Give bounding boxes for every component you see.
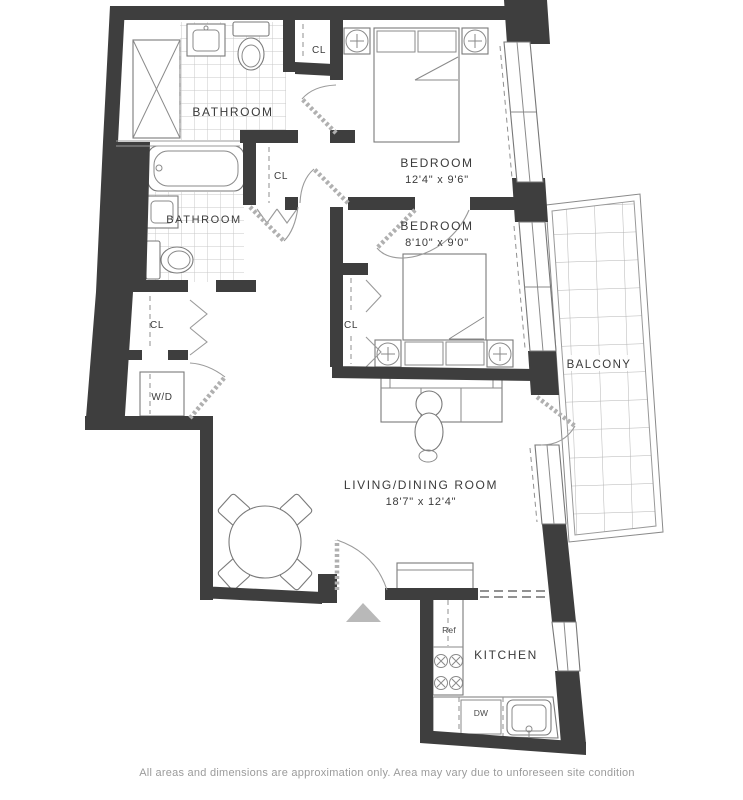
bathroom2-door-arc <box>284 207 298 241</box>
toilet1-tank <box>233 22 269 36</box>
dining-table <box>229 506 301 578</box>
bathroom1-door-arc <box>302 85 336 99</box>
bedroom2-dimensions: 8'10" x 9'0" <box>405 237 469 249</box>
bedroom1-door-arc <box>300 169 314 203</box>
bathroom2-label: BATHROOM <box>166 214 242 226</box>
closet3-bifold-door <box>190 300 207 355</box>
bathroom1-door-leaf <box>302 99 336 133</box>
dishwasher-label: DW <box>473 708 489 718</box>
closet3-label: CL <box>150 320 164 331</box>
closet2-label: CL <box>274 171 288 182</box>
pillow <box>446 342 484 365</box>
bedroom1-dimensions: 12'4" x 9'6" <box>405 174 469 186</box>
washer-dryer-door-arc <box>190 363 225 377</box>
armchair-figure-body <box>415 413 443 451</box>
balcony <box>546 194 663 542</box>
closet1-label: CL <box>312 45 326 56</box>
entry-door-arc <box>337 540 387 590</box>
bed <box>374 28 459 142</box>
armchair-figure-foot <box>419 450 437 462</box>
living-dining-dimensions: 18'7" x 12'4" <box>385 496 457 508</box>
refrigerator-label: Ref <box>442 625 456 635</box>
bed <box>403 254 486 340</box>
kitchen-fixtures <box>433 598 558 739</box>
bedroom1-label: BEDROOM <box>400 156 474 170</box>
balcony-label: BALCONY <box>566 359 632 371</box>
toilet2-tank <box>146 241 160 279</box>
closet4-bifold-door <box>366 280 381 367</box>
washer-dryer-label: W/D <box>151 392 173 403</box>
bedroom2-label: BEDROOM <box>400 219 474 233</box>
bedroom1-furniture <box>344 28 488 142</box>
washer-dryer-door-leaf <box>190 377 225 418</box>
bedroom1-door-leaf <box>314 169 348 203</box>
bedroom2-furniture <box>375 254 513 367</box>
dining-set <box>217 493 313 591</box>
bathroom1-label: BATHROOM <box>192 105 274 119</box>
living-dining-label: LIVING/DINING ROOM <box>343 478 499 492</box>
kitchen-open-boundary-dash <box>480 591 550 597</box>
console-table <box>397 563 473 589</box>
closet4-label: CL <box>344 320 358 331</box>
disclaimer-text: All areas and dimensions are approximation only. Area may vary due to unforeseen site condition <box>139 767 635 779</box>
kitchen-label: KITCHEN <box>474 648 538 662</box>
entry-arrow-marker <box>346 603 381 622</box>
pillow <box>405 342 443 365</box>
